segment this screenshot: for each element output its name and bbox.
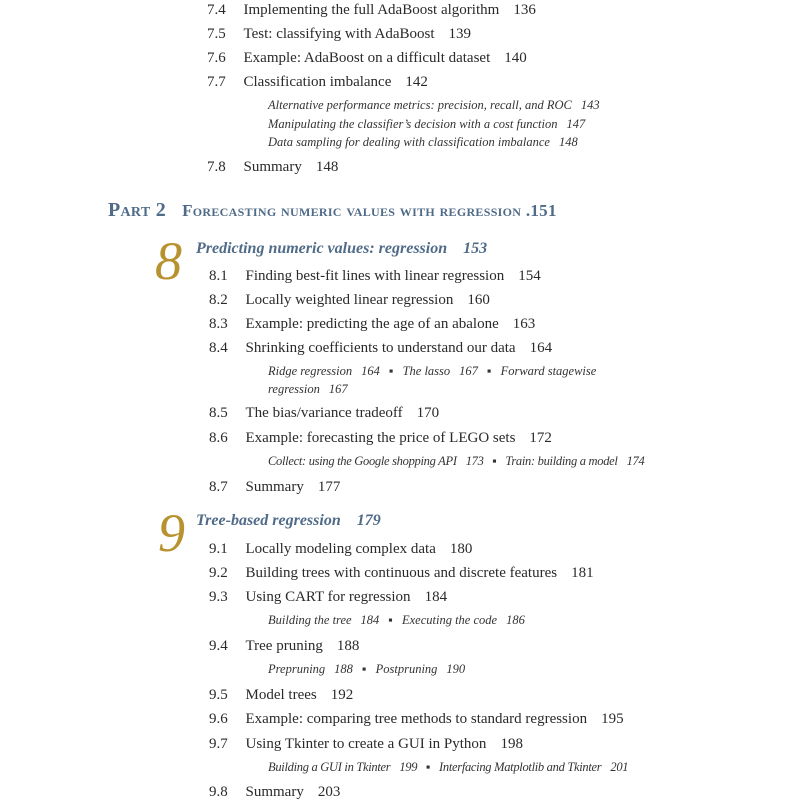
- subsection-title: Manipulating the classifier’s decision with a cost function: [268, 117, 558, 131]
- page-number: 192: [330, 687, 354, 703]
- subsection-title: Prepruning: [268, 662, 326, 676]
- subsection-title: Postpruning: [375, 662, 438, 676]
- page-number: 143: [580, 98, 600, 112]
- toc-entry[interactable]: [207, 1, 536, 19]
- section-number: 8.4: [209, 340, 228, 356]
- toc-entry[interactable]: [209, 564, 594, 582]
- page-number: 172: [529, 430, 552, 446]
- toc-entry[interactable]: [209, 710, 624, 728]
- section-number: 8.3: [209, 316, 228, 332]
- section-number: 9.2: [209, 565, 228, 581]
- section-title: Example: AdaBoost on a difficult dataset: [243, 50, 491, 66]
- toc-subentry[interactable]: [268, 453, 644, 469]
- page-number: 188: [336, 638, 360, 654]
- page-number: 160: [467, 292, 490, 308]
- page-number: 179: [356, 512, 381, 529]
- section-number: 8.5: [209, 405, 228, 421]
- bullet-separator: ▪: [492, 454, 497, 468]
- section-title: Summary: [245, 479, 304, 495]
- toc-subentry[interactable]: [268, 97, 600, 113]
- section-number: 7.8: [207, 159, 226, 175]
- section-number: 7.6: [207, 50, 226, 66]
- part-heading[interactable]: [108, 199, 557, 222]
- bullet-separator: ▪: [426, 760, 431, 774]
- subsection-title-continued: regression: [268, 382, 320, 396]
- page-number: 154: [518, 268, 541, 284]
- page-number: 173: [465, 454, 484, 468]
- section-title: Finding best-fit lines with linear regression: [245, 268, 505, 284]
- section-number: 9.4: [209, 638, 228, 654]
- page-number: 203: [317, 784, 341, 800]
- subsection-title: Alternative performance metrics: precision, recall, and ROC: [268, 98, 572, 112]
- chapter-title: Tree-based regression: [196, 512, 341, 529]
- page-number: 181: [571, 565, 594, 581]
- section-number: 9.7: [209, 736, 228, 752]
- subsection-title: Train: building a model: [505, 454, 618, 468]
- section-title: Locally modeling complex data: [245, 541, 436, 557]
- toc-entry[interactable]: [209, 404, 439, 422]
- section-title: Test: classifying with AdaBoost: [243, 26, 435, 42]
- page-number: 170: [416, 405, 440, 421]
- section-number: 7.7: [207, 74, 226, 90]
- page-number: 190: [446, 662, 466, 676]
- page-number: 199: [399, 760, 418, 774]
- section-number: 8.1: [209, 268, 228, 284]
- section-number: 8.2: [209, 292, 228, 308]
- toc-subentry[interactable]: [268, 759, 628, 775]
- toc-entry[interactable]: [207, 25, 471, 43]
- page-number: .151: [525, 201, 557, 220]
- page-number: 198: [500, 736, 523, 752]
- toc-entry[interactable]: [209, 686, 353, 704]
- toc-subentry[interactable]: [268, 363, 596, 379]
- toc-entry[interactable]: [207, 49, 527, 67]
- toc-subentry[interactable]: [268, 116, 585, 132]
- page-number: 174: [626, 454, 645, 468]
- section-title: Building trees with continuous and discrete features: [245, 565, 558, 581]
- section-title: Model trees: [245, 687, 317, 703]
- section-title: The bias/variance tradeoff: [245, 405, 403, 421]
- section-number: 9.1: [209, 541, 228, 557]
- subsection-title: Building a GUI in Tkinter: [268, 760, 391, 774]
- toc-entry[interactable]: [209, 267, 541, 285]
- page-number: 186: [506, 613, 525, 627]
- toc-entry[interactable]: [209, 735, 523, 753]
- section-title: Tree pruning: [245, 638, 323, 654]
- section-title: Example: comparing tree methods to standard regression: [245, 711, 588, 727]
- page-number: 201: [610, 760, 629, 774]
- bullet-separator: ▪: [362, 662, 367, 676]
- page-number: 188: [334, 662, 353, 676]
- section-title: Shrinking coefficients to understand our data: [245, 340, 516, 356]
- page-number: 180: [449, 541, 473, 557]
- section-title: Using CART for regression: [245, 589, 411, 605]
- toc-entry[interactable]: [209, 540, 472, 558]
- chapter-number: 8: [155, 231, 182, 291]
- page-number: 148: [558, 135, 578, 149]
- toc-entry[interactable]: [209, 783, 340, 801]
- toc-entry[interactable]: [209, 315, 535, 333]
- subsection-title: Data sampling for dealing with classification imbalance: [268, 135, 550, 149]
- page-number: 184: [424, 589, 448, 605]
- toc-entry[interactable]: [209, 588, 447, 606]
- toc-entry[interactable]: [209, 478, 340, 496]
- section-title: Summary: [243, 159, 302, 175]
- subsection-title: Ridge regression: [268, 364, 353, 378]
- section-number: 9.6: [209, 711, 228, 727]
- toc-subentry-continued[interactable]: [268, 381, 348, 397]
- toc-entry[interactable]: [209, 637, 359, 655]
- section-number: 9.5: [209, 687, 228, 703]
- part-label: Part 2: [108, 199, 167, 221]
- subsection-title: The lasso: [402, 364, 451, 378]
- section-number: 8.6: [209, 430, 228, 446]
- section-number: 8.7: [209, 479, 228, 495]
- section-number: 9.8: [209, 784, 228, 800]
- subsection-title: Building the tree: [268, 613, 352, 627]
- subsection-title: Forward stagewise: [500, 364, 597, 378]
- page-number: 164: [361, 364, 380, 378]
- toc-entry[interactable]: [209, 291, 490, 309]
- subsection-title: Interfacing Matplotlib and Tkinter: [439, 760, 602, 774]
- toc-entry[interactable]: [207, 158, 338, 176]
- chapter-number: 9: [158, 503, 185, 563]
- part-title: Forecasting numeric values with regression: [182, 201, 522, 220]
- section-number: 7.4: [207, 2, 226, 18]
- page-number: 142: [405, 74, 428, 90]
- page-number: 147: [566, 117, 586, 131]
- section-title: Classification imbalance: [243, 74, 392, 90]
- chapter-heading[interactable]: [196, 512, 381, 530]
- bullet-separator: ▪: [388, 613, 393, 627]
- toc-subentry[interactable]: [268, 134, 578, 150]
- page-number: 163: [512, 316, 536, 332]
- page-number: 184: [360, 613, 380, 627]
- page-number: 177: [317, 479, 341, 495]
- chapter-heading[interactable]: [196, 240, 487, 258]
- page-number: 153: [463, 240, 488, 257]
- page-number: 167: [459, 364, 478, 378]
- subsection-title: Collect: using the Google shopping API: [268, 454, 457, 468]
- page-number: 164: [529, 340, 553, 356]
- section-number: 9.3: [209, 589, 228, 605]
- toc-entry[interactable]: [209, 339, 552, 357]
- bullet-separator: ▪: [389, 364, 394, 378]
- section-title: Example: forecasting the price of LEGO sets: [245, 430, 516, 446]
- toc-entry[interactable]: [209, 429, 552, 447]
- section-title: Summary: [245, 784, 304, 800]
- page-number: 167: [328, 382, 348, 396]
- section-title: Locally weighted linear regression: [245, 292, 454, 308]
- toc-subentry[interactable]: [268, 661, 465, 677]
- section-title: Example: predicting the age of an abalone: [245, 316, 499, 332]
- toc-subentry[interactable]: [268, 612, 525, 628]
- page-number: 139: [448, 26, 472, 42]
- section-title: Using Tkinter to create a GUI in Python: [245, 736, 487, 752]
- page-number: 140: [504, 50, 527, 66]
- section-title: Implementing the full AdaBoost algorithm: [243, 2, 500, 18]
- chapter-title: Predicting numeric values: regression: [196, 240, 448, 257]
- bullet-separator: ▪: [487, 364, 492, 378]
- page-number: 195: [601, 711, 624, 727]
- section-number: 7.5: [207, 26, 226, 42]
- page-number: 148: [315, 159, 339, 175]
- subsection-title: Executing the code: [401, 613, 498, 627]
- toc-entry[interactable]: [207, 73, 428, 91]
- page-number: 136: [513, 2, 536, 18]
